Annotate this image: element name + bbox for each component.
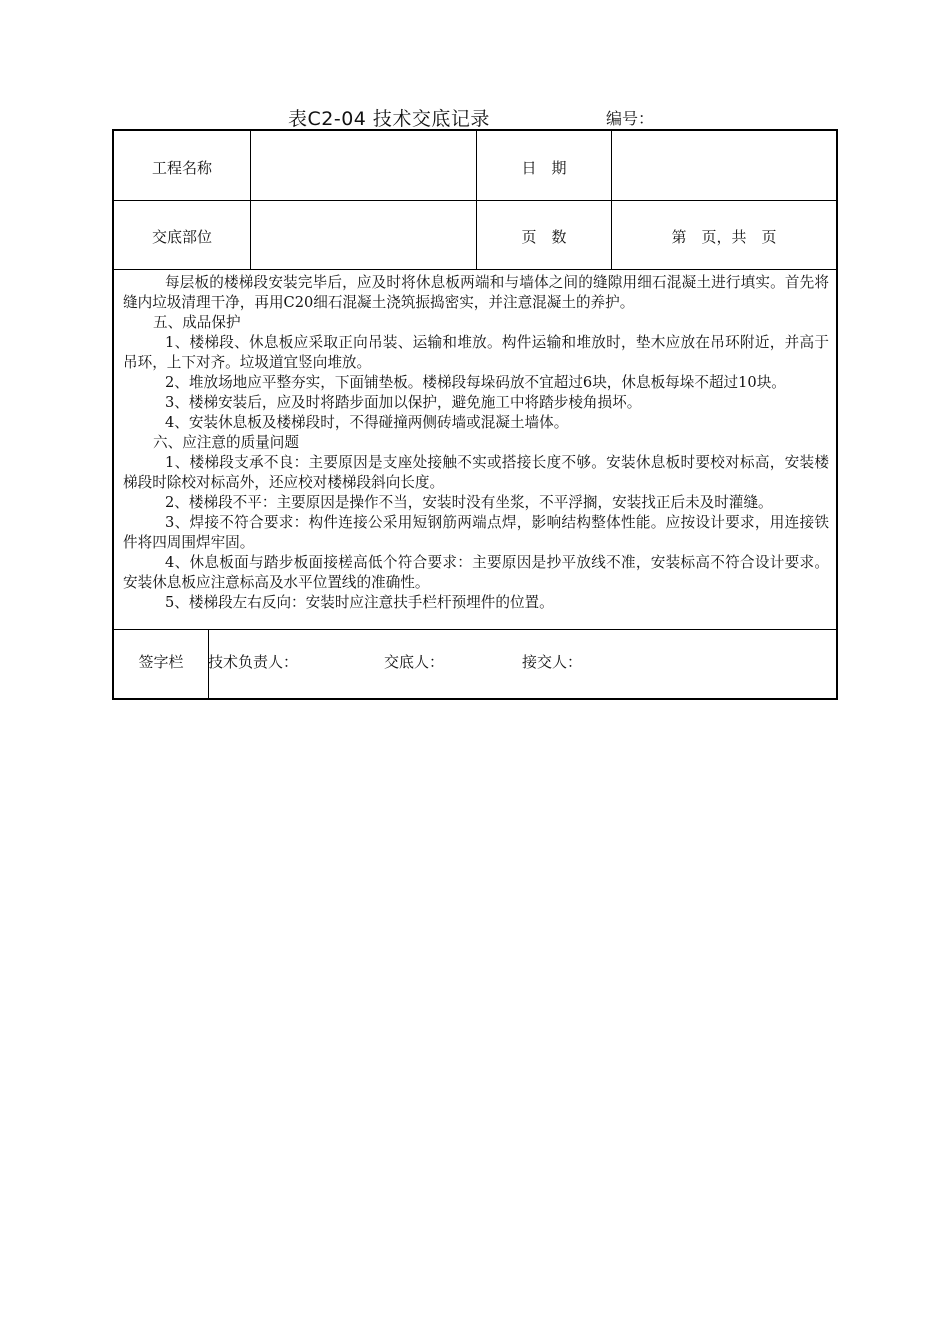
disclosure-form (112, 129, 838, 700)
row-divider (114, 269, 836, 270)
content-paragraph: 2、楼梯段不平：主要原因是操作不当，安装时没有坐浆，不平浮搁，安装找正后未及时灌缝。 (165, 494, 773, 511)
form-title: 表C2-04 技术交底记录 (288, 108, 490, 130)
page-count-value: 第 页，共 页 (671, 228, 777, 246)
form-number-label: 编号： (606, 109, 655, 128)
discloser-signature-label: 交底人： (384, 653, 445, 671)
form-header (112, 104, 838, 130)
content-paragraph: 4、休息板面与踏步板面接槎高低个符合要求：主要原因是抄平放线不准，安装标高不符合设计要求。安装休息板应注意标高及水平位置线的准确性。 (123, 554, 829, 591)
content-paragraph: 3、楼梯安装后，应及时将踏步面加以保护，避免施工中将踏步棱角损坏。 (165, 394, 642, 411)
column-divider (476, 131, 477, 269)
row-divider (114, 629, 836, 630)
tech-lead-signature-label: 技术负责人： (208, 653, 299, 671)
column-divider (611, 131, 612, 269)
content-paragraph: 4、安装休息板及楼梯段时，不得碰撞两侧砖墙或混凝土墙体。 (165, 414, 569, 431)
date-label: 日 期 (521, 159, 567, 177)
row-divider (114, 200, 836, 201)
project-name-label: 工程名称 (151, 159, 212, 177)
content-paragraph: 1、楼梯段、休息板应采取正向吊装、运输和堆放。构件运输和堆放时，垫木应放在吊环附近，并高于吊环，上下对齐。垃圾道宜竖向堆放。 (123, 334, 829, 371)
content-paragraph: 3、焊接不符合要求：构件连接公采用短钢筋两端点焊，影响结构整体性能。应按设计要求，用连接铁件将四周围焊牢固。 (123, 514, 829, 551)
section-heading: 五、成品保护 (153, 314, 241, 331)
receiver-signature-label: 接交人： (522, 653, 583, 671)
signature-label: 签字栏 (138, 653, 184, 671)
content-paragraph: 每层板的楼梯段安装完毕后，应及时将休息板两端和与墙体之间的缝隙用细石混凝土进行填实。首先将缝内垃圾清理干净，再用C20细石混凝土浇筑振捣密实，并注意混凝土的养护。 (123, 274, 829, 311)
content-paragraph: 5、楼梯段左右反向：安装时应注意扶手栏杆预埋件的位置。 (165, 594, 554, 611)
column-divider (250, 131, 251, 269)
disclosure-location-label: 交底部位 (151, 228, 212, 246)
content-paragraph: 2、堆放场地应平整夯实，下面铺垫板。楼梯段每垛码放不宜超过6块，休息板每垛不超过10块。 (165, 374, 786, 391)
page-count-label: 页 数 (521, 228, 567, 246)
disclosure-content (123, 273, 829, 613)
section-heading: 六、应注意的质量问题 (153, 434, 299, 451)
content-paragraph: 1、楼梯段支承不良：主要原因是支座处接触不实或搭接长度不够。安装休息板时要校对标高，安装楼梯段时除校对标高外，还应校对楼梯段斜向长度。 (123, 454, 829, 491)
